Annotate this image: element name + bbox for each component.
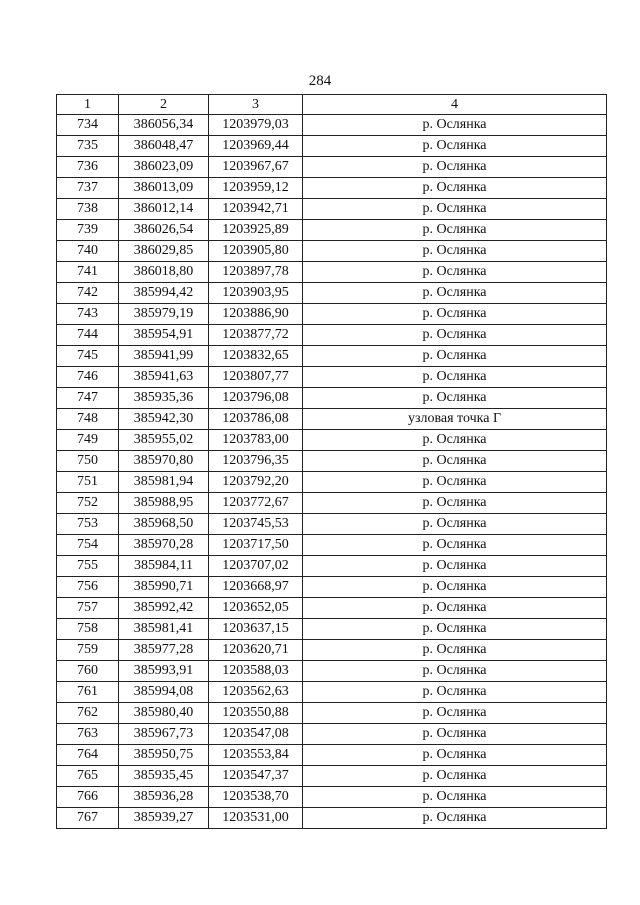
description-cell: р. Ослянка [303, 703, 607, 724]
table-row [57, 430, 607, 451]
y-coordinate-cell: 1203969,44 [209, 136, 303, 157]
y-coordinate-cell: 1203588,03 [209, 661, 303, 682]
x-coordinate-cell: 385950,75 [119, 745, 209, 766]
y-coordinate-cell: 1203886,90 [209, 304, 303, 325]
point-number-cell: 743 [57, 304, 119, 325]
point-number-cell: 736 [57, 157, 119, 178]
y-coordinate-cell: 1203942,71 [209, 199, 303, 220]
description-cell: р. Ослянка [303, 157, 607, 178]
point-number-cell: 754 [57, 535, 119, 556]
y-coordinate-cell: 1203897,78 [209, 262, 303, 283]
x-coordinate-cell: 385981,41 [119, 619, 209, 640]
description-cell: р. Ослянка [303, 661, 607, 682]
y-coordinate-cell: 1203905,80 [209, 241, 303, 262]
column-header-1: 1 [57, 95, 119, 115]
x-coordinate-cell: 385935,36 [119, 388, 209, 409]
point-number-cell: 764 [57, 745, 119, 766]
x-coordinate-cell: 385970,28 [119, 535, 209, 556]
point-number-cell: 742 [57, 283, 119, 304]
x-coordinate-cell: 386056,34 [119, 115, 209, 136]
point-number-cell: 762 [57, 703, 119, 724]
x-coordinate-cell: 385955,02 [119, 430, 209, 451]
description-cell: р. Ослянка [303, 367, 607, 388]
y-coordinate-cell: 1203668,97 [209, 577, 303, 598]
description-cell: р. Ослянка [303, 262, 607, 283]
table-header-row [57, 95, 607, 115]
table-row [57, 178, 607, 199]
y-coordinate-cell: 1203807,77 [209, 367, 303, 388]
description-cell: р. Ослянка [303, 493, 607, 514]
x-coordinate-cell: 385970,80 [119, 451, 209, 472]
point-number-cell: 760 [57, 661, 119, 682]
table-row [57, 346, 607, 367]
point-number-cell: 747 [57, 388, 119, 409]
y-coordinate-cell: 1203925,89 [209, 220, 303, 241]
description-cell: р. Ослянка [303, 451, 607, 472]
y-coordinate-cell: 1203745,53 [209, 514, 303, 535]
y-coordinate-cell: 1203792,20 [209, 472, 303, 493]
point-number-cell: 740 [57, 241, 119, 262]
x-coordinate-cell: 386048,47 [119, 136, 209, 157]
table-row [57, 262, 607, 283]
point-number-cell: 757 [57, 598, 119, 619]
description-cell: р. Ослянка [303, 178, 607, 199]
y-coordinate-cell: 1203652,05 [209, 598, 303, 619]
table-row [57, 199, 607, 220]
x-coordinate-cell: 385981,94 [119, 472, 209, 493]
x-coordinate-cell: 385988,95 [119, 493, 209, 514]
y-coordinate-cell: 1203979,03 [209, 115, 303, 136]
y-coordinate-cell: 1203547,37 [209, 766, 303, 787]
x-coordinate-cell: 385967,73 [119, 724, 209, 745]
description-cell: р. Ослянка [303, 325, 607, 346]
point-number-cell: 763 [57, 724, 119, 745]
description-cell: р. Ослянка [303, 472, 607, 493]
point-number-cell: 750 [57, 451, 119, 472]
x-coordinate-cell: 385968,50 [119, 514, 209, 535]
point-number-cell: 761 [57, 682, 119, 703]
x-coordinate-cell: 385935,45 [119, 766, 209, 787]
point-number-cell: 745 [57, 346, 119, 367]
point-number-cell: 739 [57, 220, 119, 241]
table-row [57, 136, 607, 157]
x-coordinate-cell: 385942,30 [119, 409, 209, 430]
y-coordinate-cell: 1203538,70 [209, 787, 303, 808]
description-cell: р. Ослянка [303, 241, 607, 262]
y-coordinate-cell: 1203783,00 [209, 430, 303, 451]
table-row [57, 556, 607, 577]
table-row [57, 598, 607, 619]
description-cell: р. Ослянка [303, 514, 607, 535]
y-coordinate-cell: 1203562,63 [209, 682, 303, 703]
x-coordinate-cell: 386018,80 [119, 262, 209, 283]
table-row [57, 619, 607, 640]
point-number-cell: 737 [57, 178, 119, 199]
table-row [57, 535, 607, 556]
table-row [57, 241, 607, 262]
point-number-cell: 752 [57, 493, 119, 514]
x-coordinate-cell: 385979,19 [119, 304, 209, 325]
description-cell: р. Ослянка [303, 745, 607, 766]
y-coordinate-cell: 1203717,50 [209, 535, 303, 556]
description-cell: узловая точка Г [303, 409, 607, 430]
description-cell: р. Ослянка [303, 346, 607, 367]
x-coordinate-cell: 386023,09 [119, 157, 209, 178]
y-coordinate-cell: 1203707,02 [209, 556, 303, 577]
description-cell: р. Ослянка [303, 220, 607, 241]
x-coordinate-cell: 386013,09 [119, 178, 209, 199]
table-row [57, 787, 607, 808]
description-cell: р. Ослянка [303, 598, 607, 619]
description-cell: р. Ослянка [303, 640, 607, 661]
point-number-cell: 755 [57, 556, 119, 577]
description-cell: р. Ослянка [303, 283, 607, 304]
point-number-cell: 746 [57, 367, 119, 388]
table-row [57, 388, 607, 409]
x-coordinate-cell: 386026,54 [119, 220, 209, 241]
table-row [57, 409, 607, 430]
x-coordinate-cell: 385992,42 [119, 598, 209, 619]
point-number-cell: 734 [57, 115, 119, 136]
y-coordinate-cell: 1203796,35 [209, 451, 303, 472]
table-row [57, 283, 607, 304]
table-row [57, 640, 607, 661]
x-coordinate-cell: 385977,28 [119, 640, 209, 661]
x-coordinate-cell: 386029,85 [119, 241, 209, 262]
y-coordinate-cell: 1203772,67 [209, 493, 303, 514]
description-cell: р. Ослянка [303, 556, 607, 577]
table-body [57, 115, 607, 829]
y-coordinate-cell: 1203832,65 [209, 346, 303, 367]
description-cell: р. Ослянка [303, 115, 607, 136]
table-row [57, 661, 607, 682]
table-row [57, 472, 607, 493]
table-row [57, 808, 607, 829]
y-coordinate-cell: 1203547,08 [209, 724, 303, 745]
description-cell: р. Ослянка [303, 724, 607, 745]
table-row [57, 682, 607, 703]
point-number-cell: 766 [57, 787, 119, 808]
table-row [57, 220, 607, 241]
point-number-cell: 748 [57, 409, 119, 430]
column-header-3: 3 [209, 95, 303, 115]
point-number-cell: 756 [57, 577, 119, 598]
description-cell: р. Ослянка [303, 766, 607, 787]
x-coordinate-cell: 385941,63 [119, 367, 209, 388]
x-coordinate-cell: 385994,42 [119, 283, 209, 304]
description-cell: р. Ослянка [303, 430, 607, 451]
table-row [57, 703, 607, 724]
table-row [57, 115, 607, 136]
description-cell: р. Ослянка [303, 388, 607, 409]
description-cell: р. Ослянка [303, 535, 607, 556]
y-coordinate-cell: 1203959,12 [209, 178, 303, 199]
table-row [57, 514, 607, 535]
description-cell: р. Ослянка [303, 199, 607, 220]
x-coordinate-cell: 385993,91 [119, 661, 209, 682]
description-cell: р. Ослянка [303, 577, 607, 598]
y-coordinate-cell: 1203553,84 [209, 745, 303, 766]
coordinates-table [56, 94, 607, 829]
point-number-cell: 749 [57, 430, 119, 451]
table-row [57, 724, 607, 745]
column-header-4: 4 [303, 95, 607, 115]
x-coordinate-cell: 385941,99 [119, 346, 209, 367]
page-number: 284 [308, 73, 332, 89]
column-header-2: 2 [119, 95, 209, 115]
description-cell: р. Ослянка [303, 304, 607, 325]
point-number-cell: 751 [57, 472, 119, 493]
y-coordinate-cell: 1203786,08 [209, 409, 303, 430]
y-coordinate-cell: 1203903,95 [209, 283, 303, 304]
description-cell: р. Ослянка [303, 787, 607, 808]
y-coordinate-cell: 1203620,71 [209, 640, 303, 661]
description-cell: р. Ослянка [303, 136, 607, 157]
point-number-cell: 744 [57, 325, 119, 346]
description-cell: р. Ослянка [303, 682, 607, 703]
table-row [57, 766, 607, 787]
point-number-cell: 759 [57, 640, 119, 661]
table-row [57, 577, 607, 598]
x-coordinate-cell: 385980,40 [119, 703, 209, 724]
description-cell: р. Ослянка [303, 808, 607, 829]
table-row [57, 745, 607, 766]
point-number-cell: 738 [57, 199, 119, 220]
table-row [57, 325, 607, 346]
y-coordinate-cell: 1203796,08 [209, 388, 303, 409]
point-number-cell: 758 [57, 619, 119, 640]
point-number-cell: 735 [57, 136, 119, 157]
point-number-cell: 753 [57, 514, 119, 535]
table-row [57, 304, 607, 325]
point-number-cell: 765 [57, 766, 119, 787]
y-coordinate-cell: 1203637,15 [209, 619, 303, 640]
x-coordinate-cell: 385984,11 [119, 556, 209, 577]
point-number-cell: 767 [57, 808, 119, 829]
point-number-cell: 741 [57, 262, 119, 283]
y-coordinate-cell: 1203877,72 [209, 325, 303, 346]
table-row [57, 157, 607, 178]
y-coordinate-cell: 1203967,67 [209, 157, 303, 178]
table-row [57, 493, 607, 514]
table-row [57, 367, 607, 388]
x-coordinate-cell: 385990,71 [119, 577, 209, 598]
x-coordinate-cell: 385994,08 [119, 682, 209, 703]
x-coordinate-cell: 385936,28 [119, 787, 209, 808]
y-coordinate-cell: 1203550,88 [209, 703, 303, 724]
table-row [57, 451, 607, 472]
x-coordinate-cell: 385954,91 [119, 325, 209, 346]
x-coordinate-cell: 385939,27 [119, 808, 209, 829]
x-coordinate-cell: 386012,14 [119, 199, 209, 220]
description-cell: р. Ослянка [303, 619, 607, 640]
y-coordinate-cell: 1203531,00 [209, 808, 303, 829]
